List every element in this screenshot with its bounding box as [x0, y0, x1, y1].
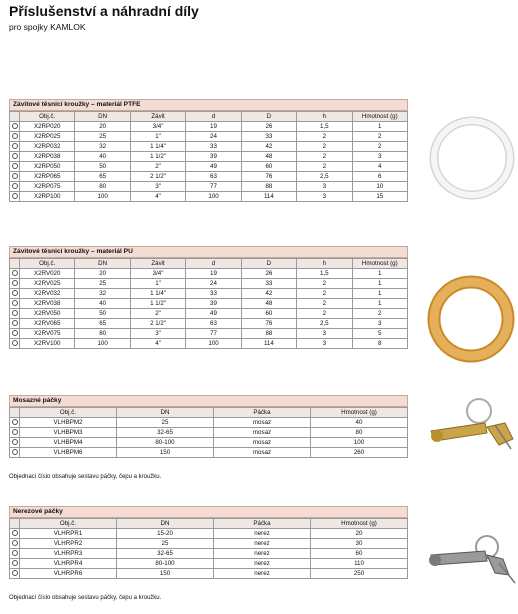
- row-select-radio[interactable]: [10, 152, 20, 162]
- table-row: [10, 539, 408, 549]
- table-cell: 24: [186, 132, 241, 142]
- select-column-header: [10, 408, 20, 418]
- column-header: h: [297, 259, 352, 269]
- stainless-lever-image: [425, 529, 517, 589]
- table-row: [10, 448, 408, 458]
- radio-circle-icon[interactable]: [12, 183, 18, 189]
- table-cell: nerez: [214, 529, 311, 539]
- table-cell: X2RP065: [20, 172, 75, 182]
- column-header: Hmotnost (g): [352, 259, 407, 269]
- table-cell: 100: [186, 192, 241, 202]
- table-cell: 15: [352, 192, 407, 202]
- radio-circle-icon[interactable]: [12, 530, 18, 536]
- table-row: [10, 428, 408, 438]
- column-header: DN: [117, 519, 214, 529]
- table-cell: 26: [241, 269, 296, 279]
- radio-circle-icon[interactable]: [12, 429, 18, 435]
- radio-circle-icon[interactable]: [12, 310, 18, 316]
- table-cell: 100: [186, 339, 241, 349]
- radio-circle-icon[interactable]: [12, 300, 18, 306]
- table-cell: 63: [186, 172, 241, 182]
- table-row: [10, 122, 408, 132]
- table-cell: VLHRPR1: [20, 529, 117, 539]
- table-cell: 1 1/4": [130, 289, 185, 299]
- table-cell: VLHRPR6: [20, 569, 117, 579]
- table-row: [10, 549, 408, 559]
- table-row: [10, 269, 408, 279]
- table-cell: 2: [297, 152, 352, 162]
- table-cell: mosaz: [214, 418, 311, 428]
- table-cell: 2: [297, 309, 352, 319]
- row-select-radio[interactable]: [10, 309, 20, 319]
- table-cell: VLHBPM3: [20, 428, 117, 438]
- table-cell: 3: [297, 329, 352, 339]
- table-cell: 2": [130, 162, 185, 172]
- table-row: [10, 339, 408, 349]
- section-title: Mosazné páčky: [9, 395, 408, 407]
- table-cell: 33: [241, 279, 296, 289]
- table-cell: nerez: [214, 549, 311, 559]
- table-row: [10, 329, 408, 339]
- table-cell: nerez: [214, 559, 311, 569]
- section-pu-rings: [9, 246, 408, 349]
- table-cell: mosaz: [214, 448, 311, 458]
- table-cell: 25: [75, 279, 130, 289]
- table-row: [10, 438, 408, 448]
- radio-circle-icon[interactable]: [12, 340, 18, 346]
- table-cell: 80: [75, 182, 130, 192]
- table-cell: 80-100: [117, 559, 214, 569]
- table-cell: 40: [75, 299, 130, 309]
- table-cell: 20: [311, 529, 408, 539]
- table-cell: 2: [297, 162, 352, 172]
- page-subtitle: pro spojky KAMLOK: [9, 22, 86, 32]
- table-cell: 3": [130, 182, 185, 192]
- table-row: [10, 172, 408, 182]
- section-title: Nerezové páčky: [9, 506, 408, 518]
- row-select-radio[interactable]: [10, 428, 20, 438]
- column-header: Hmotnost (g): [311, 519, 408, 529]
- table-cell: 39: [186, 299, 241, 309]
- table-cell: 50: [75, 309, 130, 319]
- stainless-levers-note: Objednací číslo obsahuje sestavu páčky, čepu a kroužku.: [9, 595, 162, 601]
- table-cell: 1: [352, 289, 407, 299]
- table-row: [10, 319, 408, 329]
- table-row: [10, 559, 408, 569]
- radio-circle-icon[interactable]: [12, 540, 18, 546]
- table-cell: 4": [130, 339, 185, 349]
- table-cell: 48: [241, 152, 296, 162]
- table-cell: 60: [311, 549, 408, 559]
- column-header: Obj.č.: [20, 259, 75, 269]
- page-title: Příslušenství a náhradní díly: [9, 3, 199, 19]
- table-cell: 2: [352, 142, 407, 152]
- select-column-header: [10, 112, 20, 122]
- table-cell: 65: [75, 172, 130, 182]
- table-cell: 2: [297, 289, 352, 299]
- table-cell: 32: [75, 289, 130, 299]
- table-cell: 3": [130, 329, 185, 339]
- table-cell: 33: [186, 142, 241, 152]
- radio-circle-icon[interactable]: [12, 173, 18, 179]
- table-cell: 63: [186, 319, 241, 329]
- table-cell: 1 1/2": [130, 299, 185, 309]
- table-cell: 5: [352, 329, 407, 339]
- table-row: [10, 162, 408, 172]
- table-cell: 24: [186, 279, 241, 289]
- table-cell: 150: [117, 569, 214, 579]
- radio-circle-icon[interactable]: [12, 439, 18, 445]
- table-cell: 1 1/2": [130, 152, 185, 162]
- table-cell: 100: [311, 438, 408, 448]
- row-select-radio[interactable]: [10, 549, 20, 559]
- table-cell: 40: [311, 418, 408, 428]
- radio-circle-icon[interactable]: [12, 330, 18, 336]
- table-header-row: [10, 408, 408, 418]
- table-cell: 2: [352, 132, 407, 142]
- radio-circle-icon[interactable]: [12, 193, 18, 199]
- table-cell: 19: [186, 269, 241, 279]
- table-cell: 1: [352, 269, 407, 279]
- row-select-radio[interactable]: [10, 172, 20, 182]
- table-cell: 3: [352, 152, 407, 162]
- column-header: Hmotnost (g): [352, 112, 407, 122]
- column-header: Závit: [130, 112, 185, 122]
- column-header: DN: [117, 408, 214, 418]
- table-cell: 110: [311, 559, 408, 569]
- row-select-radio[interactable]: [10, 122, 20, 132]
- table-cell: 48: [241, 299, 296, 309]
- table-cell: 2 1/2": [130, 172, 185, 182]
- table-cell: 3: [297, 182, 352, 192]
- table-cell: 114: [241, 339, 296, 349]
- column-header: Páčka: [214, 519, 311, 529]
- table-cell: 1": [130, 132, 185, 142]
- section-title: Závitové těsnicí kroužky – materiál PTFE: [9, 99, 408, 111]
- brass-levers-table: [9, 407, 408, 458]
- table-cell: VLHRPR4: [20, 559, 117, 569]
- row-select-radio[interactable]: [10, 438, 20, 448]
- table-cell: 60: [241, 162, 296, 172]
- row-select-radio[interactable]: [10, 279, 20, 289]
- brass-levers-note: Objednací číslo obsahuje sestavu páčky, čepu a kroužku.: [9, 474, 162, 480]
- table-cell: 1 1/4": [130, 142, 185, 152]
- section-brass-levers: [9, 395, 408, 458]
- table-cell: 49: [186, 309, 241, 319]
- row-select-radio[interactable]: [10, 329, 20, 339]
- table-cell: 25: [117, 418, 214, 428]
- table-cell: 1,5: [297, 269, 352, 279]
- table-cell: 114: [241, 192, 296, 202]
- table-cell: nerez: [214, 539, 311, 549]
- table-cell: 2,5: [297, 319, 352, 329]
- table-cell: 42: [241, 142, 296, 152]
- table-cell: 2": [130, 309, 185, 319]
- table-cell: 2: [352, 309, 407, 319]
- table-cell: 1: [352, 279, 407, 289]
- table-cell: 3: [297, 339, 352, 349]
- table-cell: 1: [352, 122, 407, 132]
- row-select-radio[interactable]: [10, 448, 20, 458]
- table-cell: 3/4": [130, 269, 185, 279]
- radio-circle-icon[interactable]: [12, 163, 18, 169]
- table-cell: 1": [130, 279, 185, 289]
- table-cell: 33: [241, 132, 296, 142]
- row-select-radio[interactable]: [10, 299, 20, 309]
- table-cell: 80: [75, 329, 130, 339]
- table-cell: 30: [311, 539, 408, 549]
- radio-circle-icon[interactable]: [12, 123, 18, 129]
- radio-circle-icon[interactable]: [12, 449, 18, 455]
- ptfe-ring-image: [428, 114, 516, 202]
- stainless-levers-table: [9, 518, 408, 579]
- table-row: [10, 289, 408, 299]
- table-cell: VLHRPR2: [20, 539, 117, 549]
- table-cell: 2: [297, 299, 352, 309]
- table-cell: 26: [241, 122, 296, 132]
- section-title: Závitové těsnicí kroužky – materiál PU: [9, 246, 408, 258]
- radio-circle-icon[interactable]: [12, 320, 18, 326]
- table-cell: 25: [75, 132, 130, 142]
- radio-circle-icon[interactable]: [12, 153, 18, 159]
- table-cell: 77: [186, 182, 241, 192]
- table-row: [10, 132, 408, 142]
- table-row: [10, 299, 408, 309]
- table-cell: VLHBPM6: [20, 448, 117, 458]
- column-header: Páčka: [214, 408, 311, 418]
- table-cell: X2RP100: [20, 192, 75, 202]
- column-header: Obj.č.: [20, 519, 117, 529]
- column-header: Obj.č.: [20, 112, 75, 122]
- table-cell: VLHBPM4: [20, 438, 117, 448]
- pu-ring-image: [426, 274, 516, 364]
- row-select-radio[interactable]: [10, 418, 20, 428]
- table-cell: 20: [75, 122, 130, 132]
- table-cell: 6: [352, 172, 407, 182]
- table-cell: 250: [311, 569, 408, 579]
- table-cell: X2RP075: [20, 182, 75, 192]
- table-header-row: [10, 519, 408, 529]
- column-header: Obj.č.: [20, 408, 117, 418]
- radio-circle-icon[interactable]: [12, 280, 18, 286]
- table-cell: 40: [75, 152, 130, 162]
- row-select-radio[interactable]: [10, 529, 20, 539]
- table-row: [10, 418, 408, 428]
- table-cell: 49: [186, 162, 241, 172]
- radio-circle-icon[interactable]: [12, 270, 18, 276]
- row-select-radio[interactable]: [10, 182, 20, 192]
- table-cell: 150: [117, 448, 214, 458]
- table-cell: nerez: [214, 569, 311, 579]
- table-row: [10, 529, 408, 539]
- table-cell: X2RV025: [20, 279, 75, 289]
- table-cell: 76: [241, 172, 296, 182]
- table-cell: 3/4": [130, 122, 185, 132]
- ptfe-rings-table: [9, 111, 408, 202]
- table-cell: VLHBPM2: [20, 418, 117, 428]
- table-cell: 19: [186, 122, 241, 132]
- table-cell: X2RV075: [20, 329, 75, 339]
- row-select-radio[interactable]: [10, 269, 20, 279]
- row-select-radio[interactable]: [10, 539, 20, 549]
- table-cell: X2RV032: [20, 289, 75, 299]
- radio-circle-icon[interactable]: [12, 419, 18, 425]
- table-cell: 42: [241, 289, 296, 299]
- table-cell: 50: [75, 162, 130, 172]
- table-cell: 2: [297, 279, 352, 289]
- column-header: DN: [75, 112, 130, 122]
- table-cell: X2RP050: [20, 162, 75, 172]
- table-cell: 80: [311, 428, 408, 438]
- table-row: [10, 309, 408, 319]
- table-row: [10, 192, 408, 202]
- table-cell: X2RP025: [20, 132, 75, 142]
- table-cell: 76: [241, 319, 296, 329]
- table-cell: X2RV038: [20, 299, 75, 309]
- column-header: h: [297, 112, 352, 122]
- table-row: [10, 152, 408, 162]
- table-cell: X2RV020: [20, 269, 75, 279]
- table-cell: 100: [75, 339, 130, 349]
- table-row: [10, 279, 408, 289]
- radio-circle-icon[interactable]: [12, 550, 18, 556]
- table-cell: 60: [241, 309, 296, 319]
- table-cell: 2: [297, 142, 352, 152]
- table-cell: 65: [75, 319, 130, 329]
- table-cell: 1,5: [297, 122, 352, 132]
- table-cell: 15-20: [117, 529, 214, 539]
- radio-circle-icon[interactable]: [12, 560, 18, 566]
- table-cell: 1: [352, 299, 407, 309]
- table-cell: mosaz: [214, 438, 311, 448]
- table-cell: 3: [297, 192, 352, 202]
- section-ptfe-rings: [9, 99, 408, 202]
- radio-circle-icon[interactable]: [12, 290, 18, 296]
- table-cell: X2RV050: [20, 309, 75, 319]
- column-header: Hmotnost (g): [311, 408, 408, 418]
- column-header: D: [241, 112, 296, 122]
- table-cell: mosaz: [214, 428, 311, 438]
- table-cell: 4": [130, 192, 185, 202]
- select-column-header: [10, 259, 20, 269]
- select-column-header: [10, 519, 20, 529]
- column-header: d: [186, 259, 241, 269]
- section-stainless-levers: [9, 506, 408, 579]
- table-cell: 2,5: [297, 172, 352, 182]
- table-cell: 8: [352, 339, 407, 349]
- table-header-row: [10, 112, 408, 122]
- table-cell: 260: [311, 448, 408, 458]
- row-select-radio[interactable]: [10, 339, 20, 349]
- row-select-radio[interactable]: [10, 132, 20, 142]
- column-header: Závit: [130, 259, 185, 269]
- table-row: [10, 142, 408, 152]
- table-cell: 88: [241, 182, 296, 192]
- table-cell: 32: [75, 142, 130, 152]
- table-cell: 10: [352, 182, 407, 192]
- table-row: [10, 182, 408, 192]
- table-cell: 2: [297, 132, 352, 142]
- table-cell: 33: [186, 289, 241, 299]
- column-header: DN: [75, 259, 130, 269]
- pu-rings-table: [9, 258, 408, 349]
- brass-lever-image: [425, 393, 517, 453]
- column-header: d: [186, 112, 241, 122]
- row-select-radio[interactable]: [10, 192, 20, 202]
- table-cell: 100: [75, 192, 130, 202]
- table-cell: X2RV100: [20, 339, 75, 349]
- row-select-radio[interactable]: [10, 319, 20, 329]
- row-select-radio[interactable]: [10, 559, 20, 569]
- table-cell: X2RV065: [20, 319, 75, 329]
- table-cell: X2RP038: [20, 152, 75, 162]
- radio-circle-icon[interactable]: [12, 570, 18, 576]
- table-cell: 39: [186, 152, 241, 162]
- table-cell: VLHRPR3: [20, 549, 117, 559]
- table-cell: 77: [186, 329, 241, 339]
- table-header-row: [10, 259, 408, 269]
- table-cell: 32-65: [117, 428, 214, 438]
- table-row: [10, 569, 408, 579]
- table-cell: 32-65: [117, 549, 214, 559]
- table-cell: 25: [117, 539, 214, 549]
- radio-circle-icon[interactable]: [12, 143, 18, 149]
- table-cell: 80-100: [117, 438, 214, 448]
- column-header: D: [241, 259, 296, 269]
- radio-circle-icon[interactable]: [12, 133, 18, 139]
- row-select-radio[interactable]: [10, 162, 20, 172]
- row-select-radio[interactable]: [10, 569, 20, 579]
- table-cell: 2 1/2": [130, 319, 185, 329]
- table-cell: X2RP020: [20, 122, 75, 132]
- table-cell: 4: [352, 162, 407, 172]
- row-select-radio[interactable]: [10, 142, 20, 152]
- table-cell: 20: [75, 269, 130, 279]
- table-cell: 3: [352, 319, 407, 329]
- row-select-radio[interactable]: [10, 289, 20, 299]
- table-cell: X2RP032: [20, 142, 75, 152]
- table-cell: 88: [241, 329, 296, 339]
